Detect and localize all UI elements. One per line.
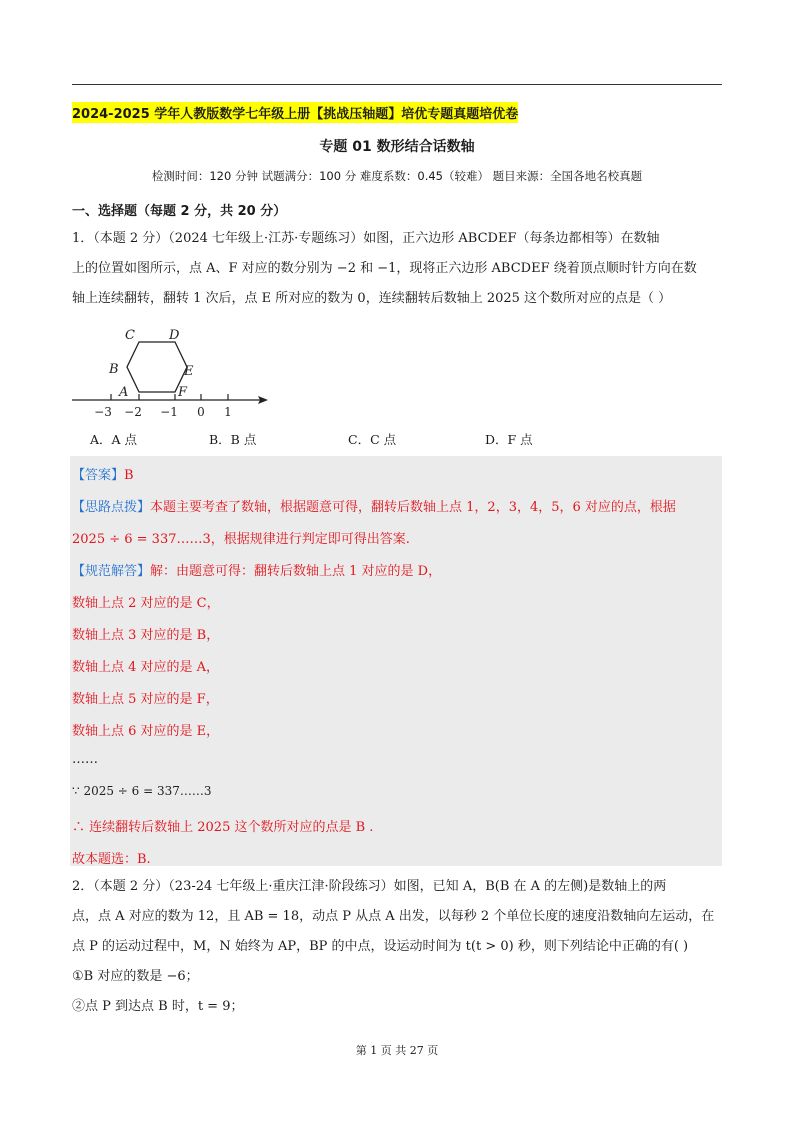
hint-text: 本题主要考查了数轴，根据题意可得，翻转后数轴上点 1，2，3，4，5，6 对应的点，根据 bbox=[150, 500, 676, 515]
solution-final: 故本题选：B. bbox=[72, 852, 151, 867]
tick-label: −2 bbox=[124, 405, 142, 419]
tick-label: −1 bbox=[160, 405, 178, 419]
solution-step: 数轴上点 6 对应的是 E， bbox=[72, 724, 220, 739]
vertex-label-a: A bbox=[119, 385, 129, 400]
exam-meta: 检测时间：120 分钟 试题满分：100 分 难度系数：0.45（较难） 题目来源：全国各地名校真题 bbox=[151, 169, 643, 183]
vertex-label-b: B bbox=[109, 362, 119, 377]
choice-c: C．C 点 bbox=[348, 432, 397, 447]
question-1-line: 轴上连续翻转，翻转 1 次后，点 E 所对应的数为 0，连续翻转后数轴上 2025 这个数所对应的点是（ ） bbox=[72, 291, 672, 306]
vertex-label-d: D bbox=[169, 328, 180, 343]
section-heading: 一、选择题（每题 2 分，共 20 分） bbox=[72, 204, 287, 219]
choice-b: B．B 点 bbox=[209, 432, 257, 447]
solution-ellipsis: …… bbox=[72, 752, 98, 767]
question-1 bbox=[72, 224, 724, 314]
solution-because: ∵ 2025 ÷ 6 = 337……3 bbox=[72, 784, 212, 798]
answer-value: B bbox=[124, 468, 134, 483]
question-2 bbox=[72, 872, 724, 1022]
page-footer: 第 1 页 共 27 页 bbox=[355, 1044, 439, 1057]
vertex-label-c: C bbox=[125, 328, 135, 343]
tick-label: −3 bbox=[94, 405, 112, 419]
hint-line-1 bbox=[72, 496, 676, 515]
question-2-line: 点，点 A 对应的数为 12，且 AB = 18，动点 P 从点 A 出发，以每秒 2 个单位长度的速度沿数轴向左运动，在 bbox=[72, 909, 715, 924]
hint-tag: 【思路点拨】 bbox=[72, 500, 151, 515]
solution-step: 数轴上点 2 对应的是 C， bbox=[72, 596, 220, 611]
question-2-item: ①B 对应的数是 −6； bbox=[72, 969, 199, 984]
tick-label: 1 bbox=[224, 405, 232, 419]
question-1-line: 上的位置如图所示，点 A、F 对应的数分别为 −2 和 −1，现将正六边形 ABCDEF 绕着顶点顺时针方向在数 bbox=[72, 261, 697, 276]
question-2-item: ②点 P 到达点 B 时，t = 9； bbox=[72, 999, 244, 1014]
choice-d: D．F 点 bbox=[485, 432, 533, 447]
question-2-line: 2．（本题 2 分）（23-24 七年级上·重庆江津·阶段练习）如图，已知 A，B(B 在 A 的左侧)是数轴上的两 bbox=[72, 879, 667, 894]
vertex-label-e: E bbox=[184, 364, 194, 379]
document-title: 2024-2025 学年人教版数学七年级上册【挑战压轴题】培优专题真题培优卷 bbox=[72, 102, 518, 123]
answer-line bbox=[72, 464, 134, 483]
answer-tag: 【答案】 bbox=[72, 468, 125, 483]
question-2-line: 点 P 的运动过程中，M，N 始终为 AP，BP 的中点，设运动时间为 t(t > 0) 秒，则下列结论中正确的有( ) bbox=[72, 939, 689, 954]
standard-solution-tag: 【规范解答】 bbox=[72, 564, 151, 579]
solution-therefore: ∴ 连续翻转后数轴上 2025 这个数所对应的点是 B . bbox=[72, 820, 374, 835]
standard-solution-line bbox=[72, 560, 441, 579]
header-rule bbox=[72, 84, 722, 85]
hexagon-number-line-figure bbox=[70, 322, 280, 422]
tick-label: 0 bbox=[197, 405, 205, 419]
question-1-line: 1．（本题 2 分）（2024 七年级上·江苏·专题练习）如图，正六边形 ABCDEF（每条边都相等）在数轴 bbox=[72, 231, 660, 246]
solution-step: 数轴上点 4 对应的是 A， bbox=[72, 660, 220, 675]
standard-solution-text: 解：由题意可得：翻转后数轴上点 1 对应的是 D， bbox=[150, 564, 442, 579]
solution-step: 数轴上点 5 对应的是 F， bbox=[72, 692, 219, 707]
choice-a: A．A 点 bbox=[90, 432, 138, 447]
hint-line-2: 2025 ÷ 6 = 337……3，根据规律进行判定即可得出答案. bbox=[72, 532, 410, 547]
topic-title: 专题 01 数形结合话数轴 bbox=[319, 139, 475, 155]
solution-step: 数轴上点 3 对应的是 B， bbox=[72, 628, 220, 643]
vertex-label-f: F bbox=[178, 385, 188, 400]
